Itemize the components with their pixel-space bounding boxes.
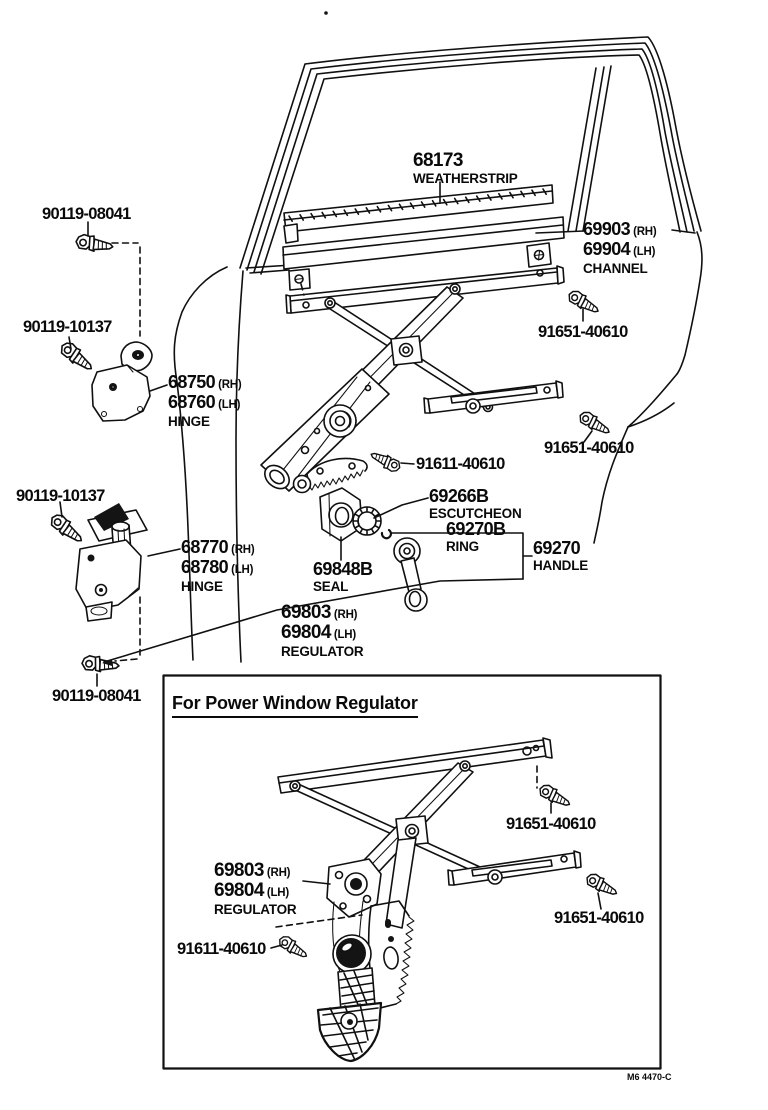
part-side: (RH) (266, 867, 291, 879)
window-regulator-assembly (260, 266, 564, 493)
part-name: RING (446, 539, 479, 554)
part-side: (RH) (333, 609, 358, 621)
part-number: 69804 (214, 880, 264, 901)
part-number: 69270 (533, 538, 581, 558)
label-regulator (281, 603, 363, 659)
part-side: (LH) (266, 887, 290, 899)
screw-icon-lower-hinge (48, 512, 86, 547)
part-side: (LH) (633, 246, 656, 258)
part-side: (RH) (231, 544, 255, 556)
part-name: SEAL (313, 579, 349, 594)
part-name: HINGE (168, 414, 210, 429)
label-inset-regulator (214, 861, 296, 917)
label-escutcheon (429, 487, 522, 521)
label-screw-upper: 90119-10137 (23, 318, 112, 336)
part-name: CHANNEL (583, 261, 648, 276)
part-number: 69270B (446, 519, 506, 539)
figure-code: M6 4470-C (627, 1072, 672, 1082)
screw-icon-bottom (82, 655, 120, 673)
screw-icon-regulator (368, 449, 402, 474)
part-name: HINGE (181, 579, 223, 594)
part-name: WEATHERSTRIP (413, 171, 518, 186)
label-inset-bolt-right: 91651-40610 (554, 909, 644, 927)
label-hinge-lower (181, 538, 255, 594)
part-number: 69266B (429, 486, 489, 506)
part-number: 68173 (413, 150, 463, 171)
label-seal (313, 560, 372, 594)
part-number: 69804 (281, 622, 331, 643)
part-number: 68760 (168, 392, 216, 412)
part-number: 69803 (214, 860, 264, 881)
bolt-icon-inset-right (584, 871, 620, 899)
part-number: 69803 (281, 602, 331, 623)
label-hinge-upper (168, 373, 242, 429)
seal-part (353, 507, 381, 535)
part-name: HANDLE (533, 558, 589, 573)
label-channel (583, 220, 657, 276)
label-inset-bolt-top: 91651-40610 (506, 815, 596, 833)
part-number: 69848B (313, 559, 373, 579)
part-number: 69904 (583, 239, 631, 259)
lower-hinge-drawing (76, 503, 147, 621)
label-ring (446, 520, 505, 554)
bolt-icon-channel (566, 288, 602, 316)
part-name: REGULATOR (281, 644, 364, 659)
label-screw-bottom: 90119-08041 (52, 687, 141, 705)
part-name: ESCUTCHEON (429, 506, 522, 521)
label-screw-regulator: 91611-40610 (416, 455, 505, 473)
label-screw-lower: 90119-10137 (16, 487, 105, 505)
label-handle (533, 539, 588, 573)
upper-hinge-drawing (92, 342, 152, 421)
inset-title: For Power Window Regulator (172, 694, 418, 718)
handle-ring-part (382, 530, 391, 538)
bolt-icon-body (577, 409, 613, 437)
part-number: 68780 (181, 557, 229, 577)
part-side: (RH) (218, 379, 242, 391)
part-side: (LH) (218, 399, 241, 411)
part-side: (LH) (333, 629, 357, 641)
label-weatherstrip (413, 151, 518, 186)
label-bolt-body: 91651-40610 (544, 439, 634, 457)
screw-icon-upper-hinge (58, 340, 96, 375)
screw-icon-top (75, 234, 114, 254)
handle-part (394, 538, 427, 611)
label-bolt-channel: 91651-40610 (538, 323, 628, 341)
part-side: (LH) (231, 564, 254, 576)
part-number: 68750 (168, 372, 216, 392)
screw-icon-inset-regulator (277, 934, 310, 961)
part-side: (RH) (633, 226, 657, 238)
label-inset-screw: 91611-40610 (177, 940, 266, 958)
part-number: 68770 (181, 537, 229, 557)
part-number: 69903 (583, 219, 631, 239)
label-screw-top: 90119-08041 (42, 205, 131, 223)
part-name: REGULATOR (214, 902, 297, 917)
bolt-icon-inset-top (537, 782, 573, 810)
